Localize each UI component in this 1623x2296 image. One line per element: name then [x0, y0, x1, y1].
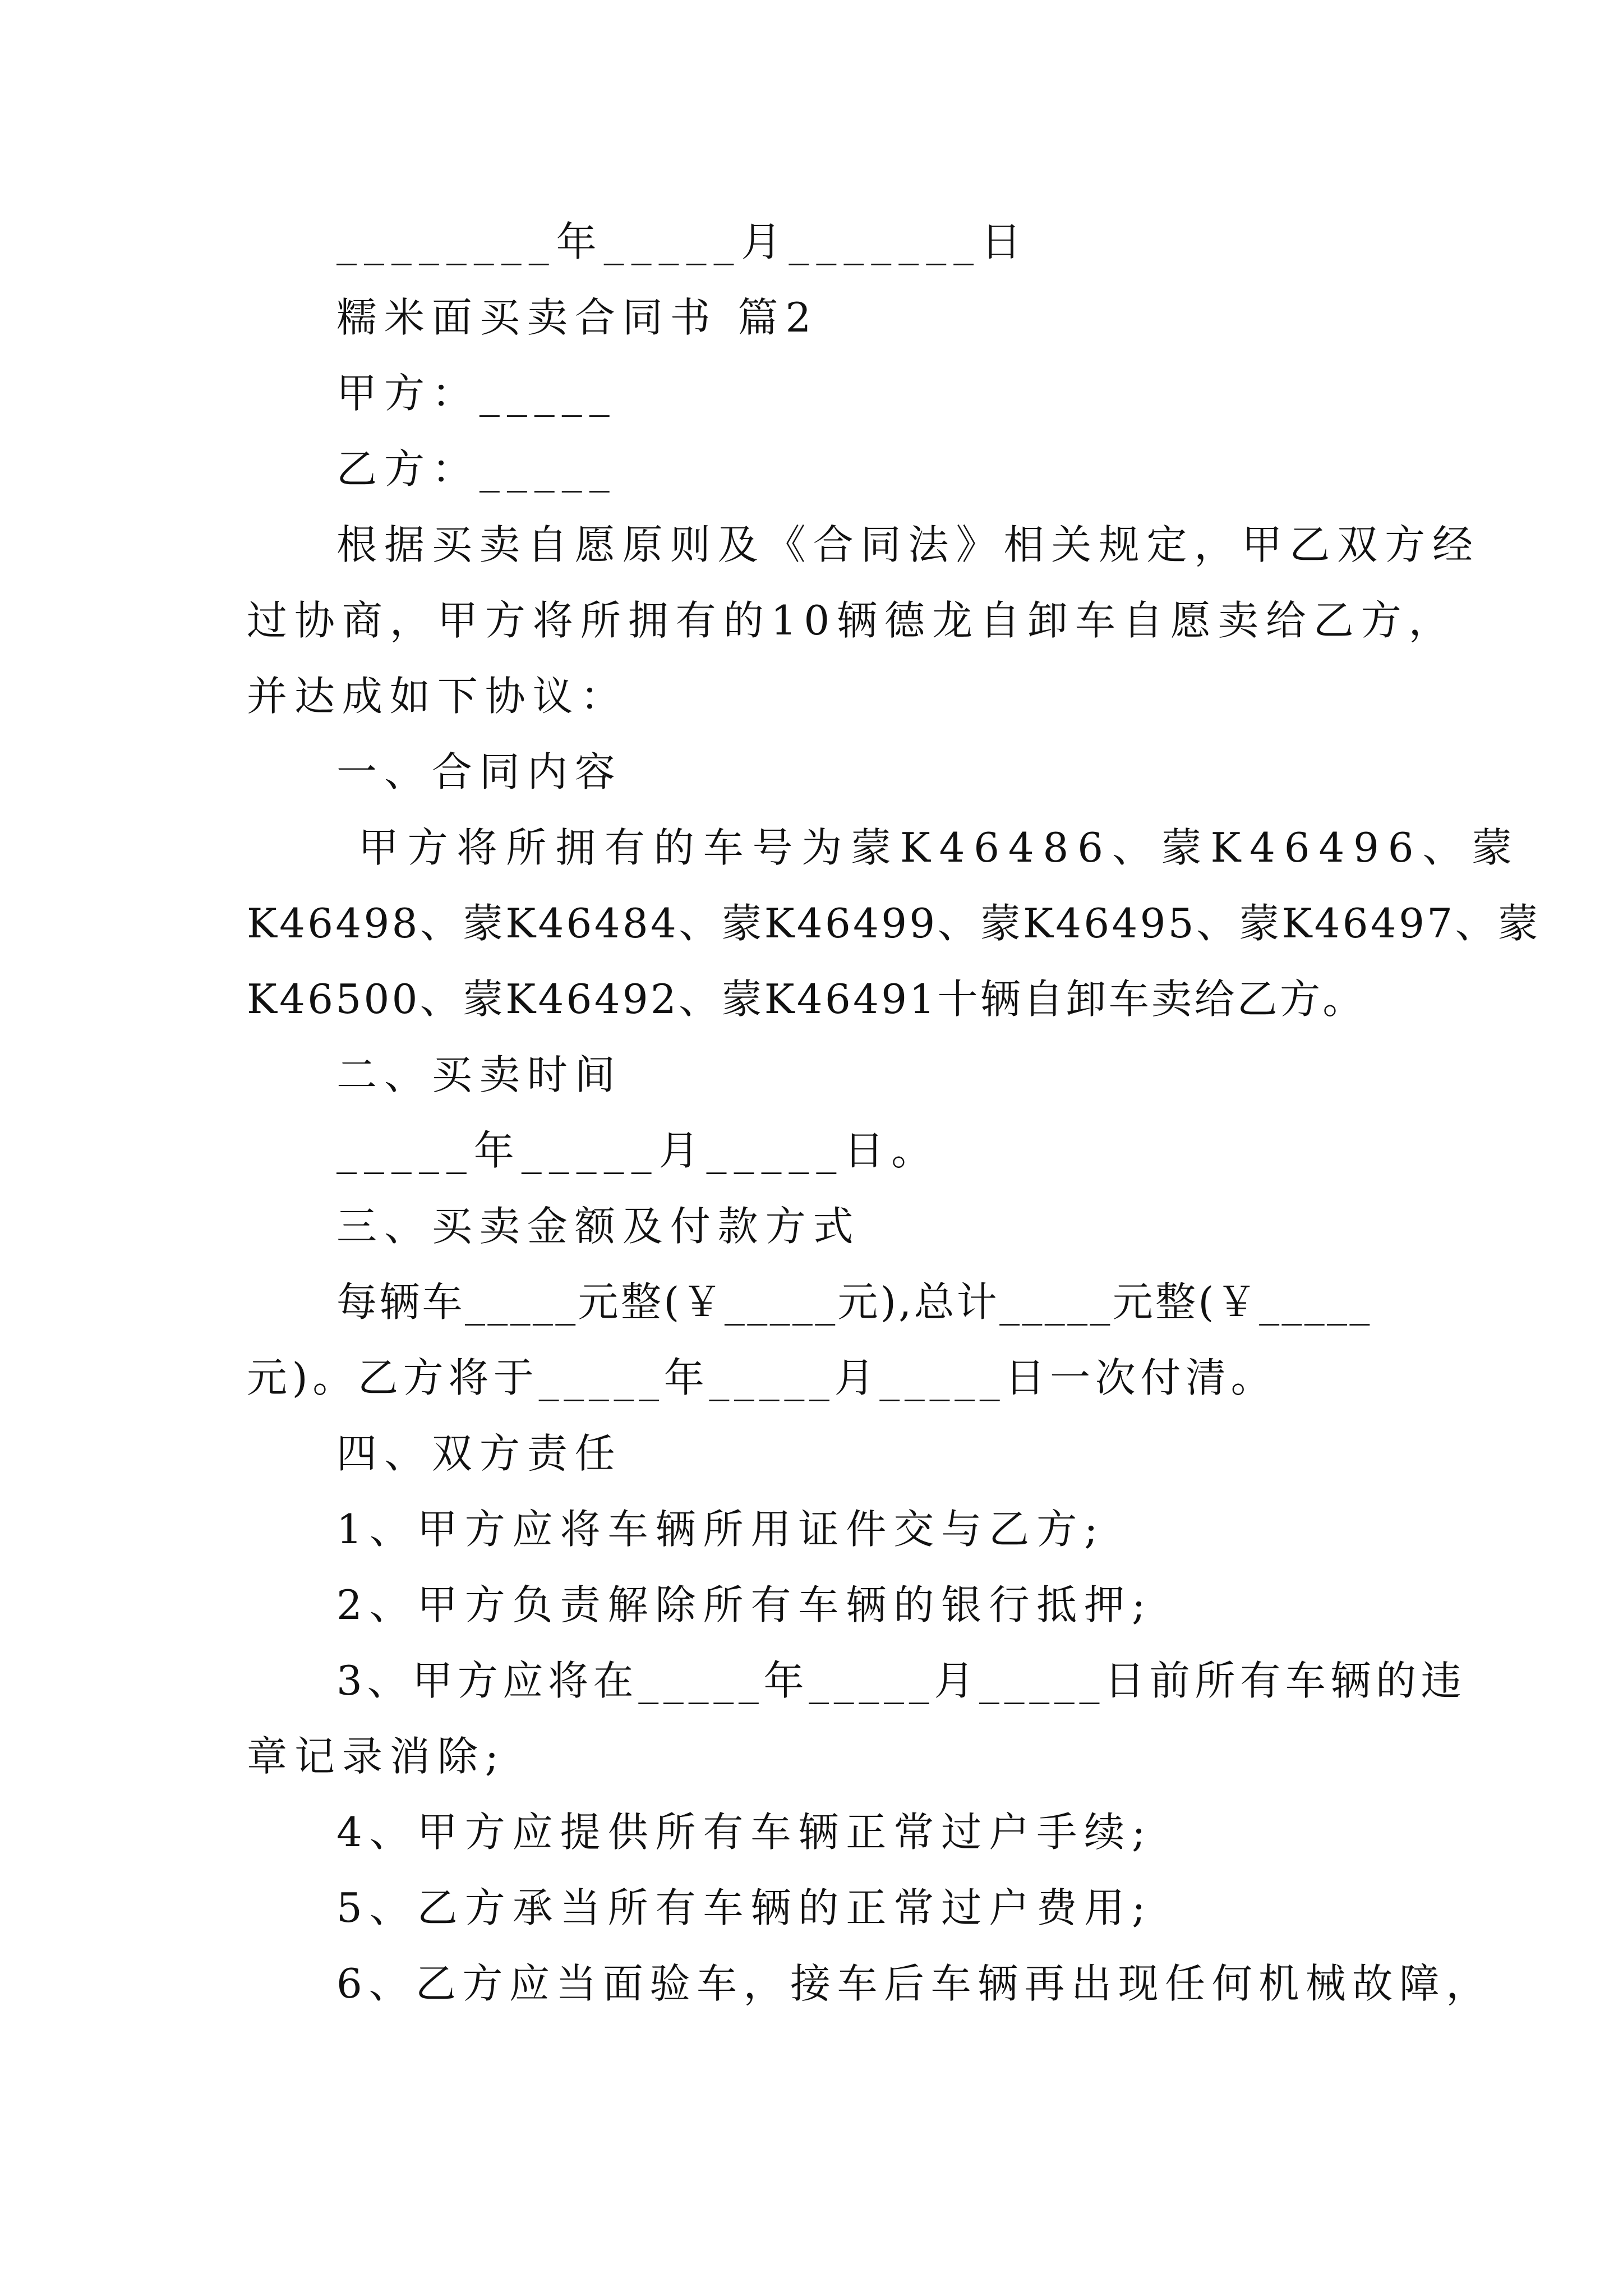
paragraph-line: K46498、蒙K46484、蒙K46499、蒙K46495、蒙K46497、蒙 [247, 900, 1541, 947]
section-heading: 四、双方责任 [336, 1430, 623, 1477]
party-a-line: 甲方：_____ [336, 370, 617, 417]
paragraph-line: 过协商，甲方将所拥有的10辆德龙自卸车自愿卖给乙方， [247, 597, 1456, 644]
document-title: 糯米面买卖合同书 篇2 [336, 294, 819, 341]
list-item: 1、甲方应将车辆所用证件交与乙方; [336, 1506, 1105, 1553]
paragraph-line: 根据买卖自愿原则及《合同法》相关规定，甲乙双方经 [336, 521, 1481, 568]
list-item: 5、乙方承当所有车辆的正常过户费用; [336, 1884, 1153, 1931]
date-line: ________年_____月_______日 [336, 218, 1029, 265]
list-item: 6、乙方应当面验车，接车后车辆再出现任何机械故障， [336, 1960, 1493, 2007]
section-heading: 三、买卖金额及付款方式 [336, 1203, 861, 1250]
paragraph-line: K46500、蒙K46492、蒙K46491十辆自卸车卖给乙方。 [247, 976, 1366, 1023]
section-heading: 一、合同内容 [336, 748, 623, 795]
paragraph-line: 每辆车_____元整(￥_____元),总计_____元整(￥_____ [336, 1278, 1372, 1326]
list-item: 2、甲方负责解除所有车辆的银行抵押; [336, 1581, 1153, 1628]
list-item: 3、甲方应将在_____年_____月_____日前所有车辆的违 [336, 1657, 1467, 1704]
paragraph-line: 甲方将所拥有的车号为蒙K46486、蒙K46496、蒙 [336, 824, 1521, 871]
paragraph-line: 章记录消除; [247, 1733, 506, 1780]
paragraph-line: _____年_____月_____日。 [336, 1127, 939, 1174]
party-b-line: 乙方：_____ [336, 445, 617, 493]
list-item: 4、甲方应提供所有车辆正常过户手续; [336, 1809, 1153, 1856]
paragraph-line: 元)。乙方将于_____年_____月_____日一次付清。 [247, 1354, 1276, 1401]
paragraph-line: 并达成如下协议： [247, 673, 628, 720]
section-heading: 二、买卖时间 [336, 1051, 623, 1098]
